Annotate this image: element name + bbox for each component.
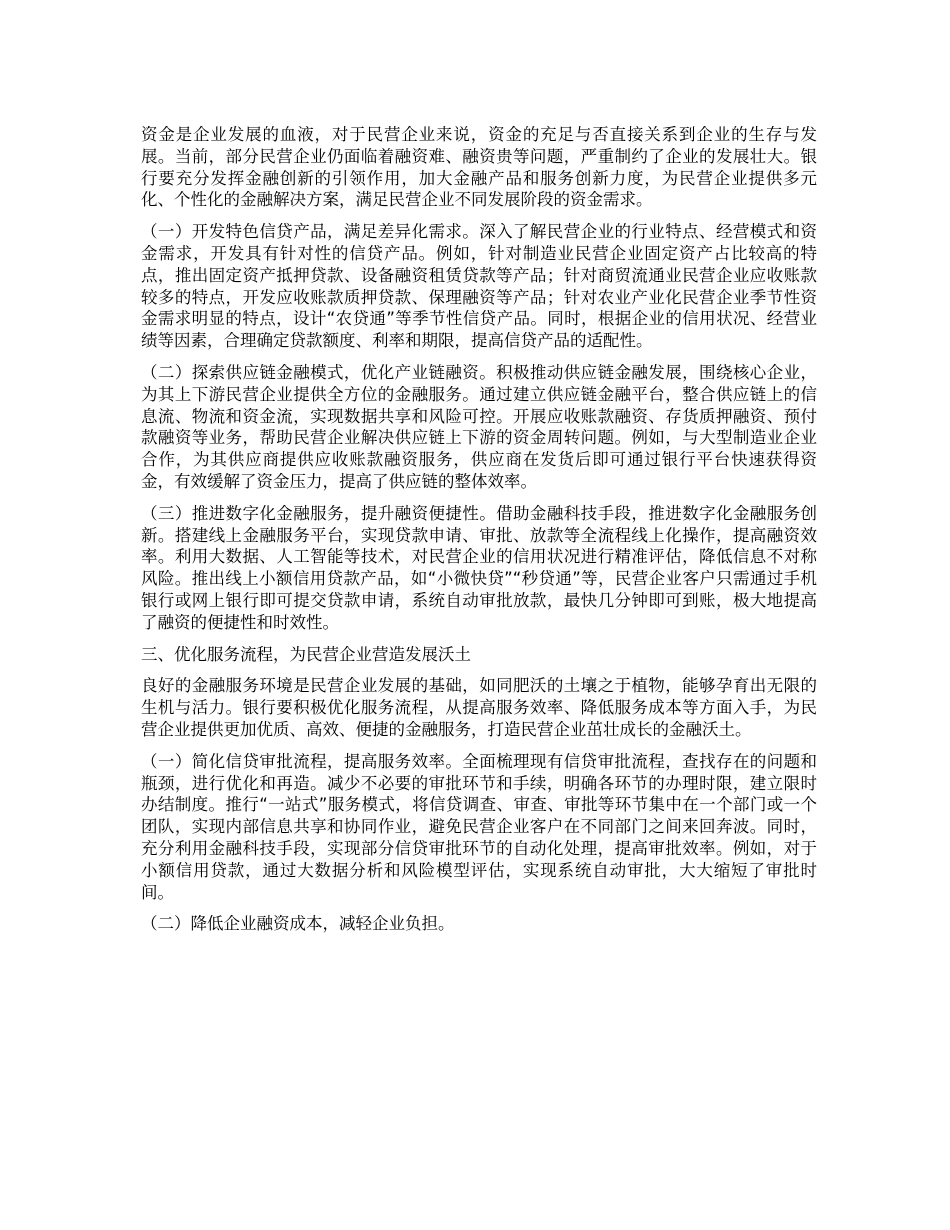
paragraph-service-2: （二）降低企业融资成本，减轻企业负担。 (141, 914, 455, 934)
document-body (141, 124, 817, 945)
paragraph-section-3: （三）推进数字化金融服务，提升融资便捷性。借助金融科技手段，推进数字化金融服务创新。搭建线上金融服务平台，实现贷款申请、审批、放款等全流程线上化操作，提高融资效率。利用大数据、人工智能等技术，对民营企业的信用状况进行精准评估，降低信息不对称风险。推出线上小额信用贷款产品，如“小微快贷”“秒贷通”等，民营企业客户只需通过手机银行或网上银行即可提交贷款申请，系统自动审批放款，最快几分钟即可到账，极大地提高了融资的便捷性和时效性。 (141, 503, 817, 632)
paragraph-section-2: （二）探索供应链金融模式，优化产业链融资。积极推动供应链金融发展，围绕核心企业，为其上下游民营企业提供全方位的金融服务。通过建立供应链金融平台，整合供应链上的信息流、物流和资金流，实现数据共享和风险可控。开展应收账款融资、存货质押融资、预付款融资等业务，帮助民营企业解决供应链上下游的资金周转问题。例如，与大型制造业企业合作，为其供应商提供应收账款融资服务，供应商在发货后即可通过银行平台快速获得资金，有效缓解了资金压力，提高了供应链的整体效率。 (141, 362, 817, 491)
paragraph-intro: 资金是企业发展的血液，对于民营企业来说，资金的充足与否直接关系到企业的生存与发展。当前，部分民营企业仍面临着融资难、融资贵等问题，严重制约了企业的发展壮大。银行要充分发挥金融创新的引领作用，加大金融产品和服务创新力度，为民营企业提供多元化、个性化的金融解决方案，满足民营企业不同发展阶段的资金需求。 (141, 125, 817, 210)
section-heading: 三、优化服务流程，为民营企业营造发展沃土 (141, 644, 471, 664)
paragraph-service-1: （一）简化信贷审批流程，提高服务效率。全面梳理现有信贷审批流程，查找存在的问题和瓶颈，进行优化和再造。减少不必要的审批环节和手续，明确各环节的办理时限，建立限时办结制度。推行“一站式”服务模式，将信贷调查、审查、审批等环节集中在一个部门或一个团队，实现内部信息共享和协同作业，避免民营企业客户在不同部门之间来回奔波。同时，充分利用金融科技手段，实现部分信贷审批环节的自动化处理，提高审批效率。例如，对于小额信用贷款，通过大数据分析和风险模型评估，实现系统自动审批，大大缩短了审批时间。 (141, 751, 817, 902)
paragraph-section-1: （一）开发特色信贷产品，满足差异化需求。深入了解民营企业的行业特点、经营模式和资金需求，开发具有针对性的信贷产品。例如，针对制造业民营企业固定资产占比较高的特点，推出固定资产抵押贷款、设备融资租赁贷款等产品；针对商贸流通业民营企业应收账款较多的特点，开发应收账款质押贷款、保理融资等产品；针对农业产业化民营企业季节性资金需求明显的特点，设计“农贷通”等季节性信贷产品。同时，根据企业的信用状况、经营业绩等因素，合理确定贷款额度、利率和期限，提高信贷产品的适配性。 (141, 222, 817, 351)
paragraph-service-intro: 良好的金融服务环境是民营企业发展的基础，如同肥沃的土壤之于植物，能够孕育出无限的生机与活力。银行要积极优化服务流程，从提高服务效率、降低服务成本等方面入手，为民营企业提供更加优质、高效、便捷的金融服务，打造民营企业茁壮成长的金融沃土。 (141, 676, 817, 739)
